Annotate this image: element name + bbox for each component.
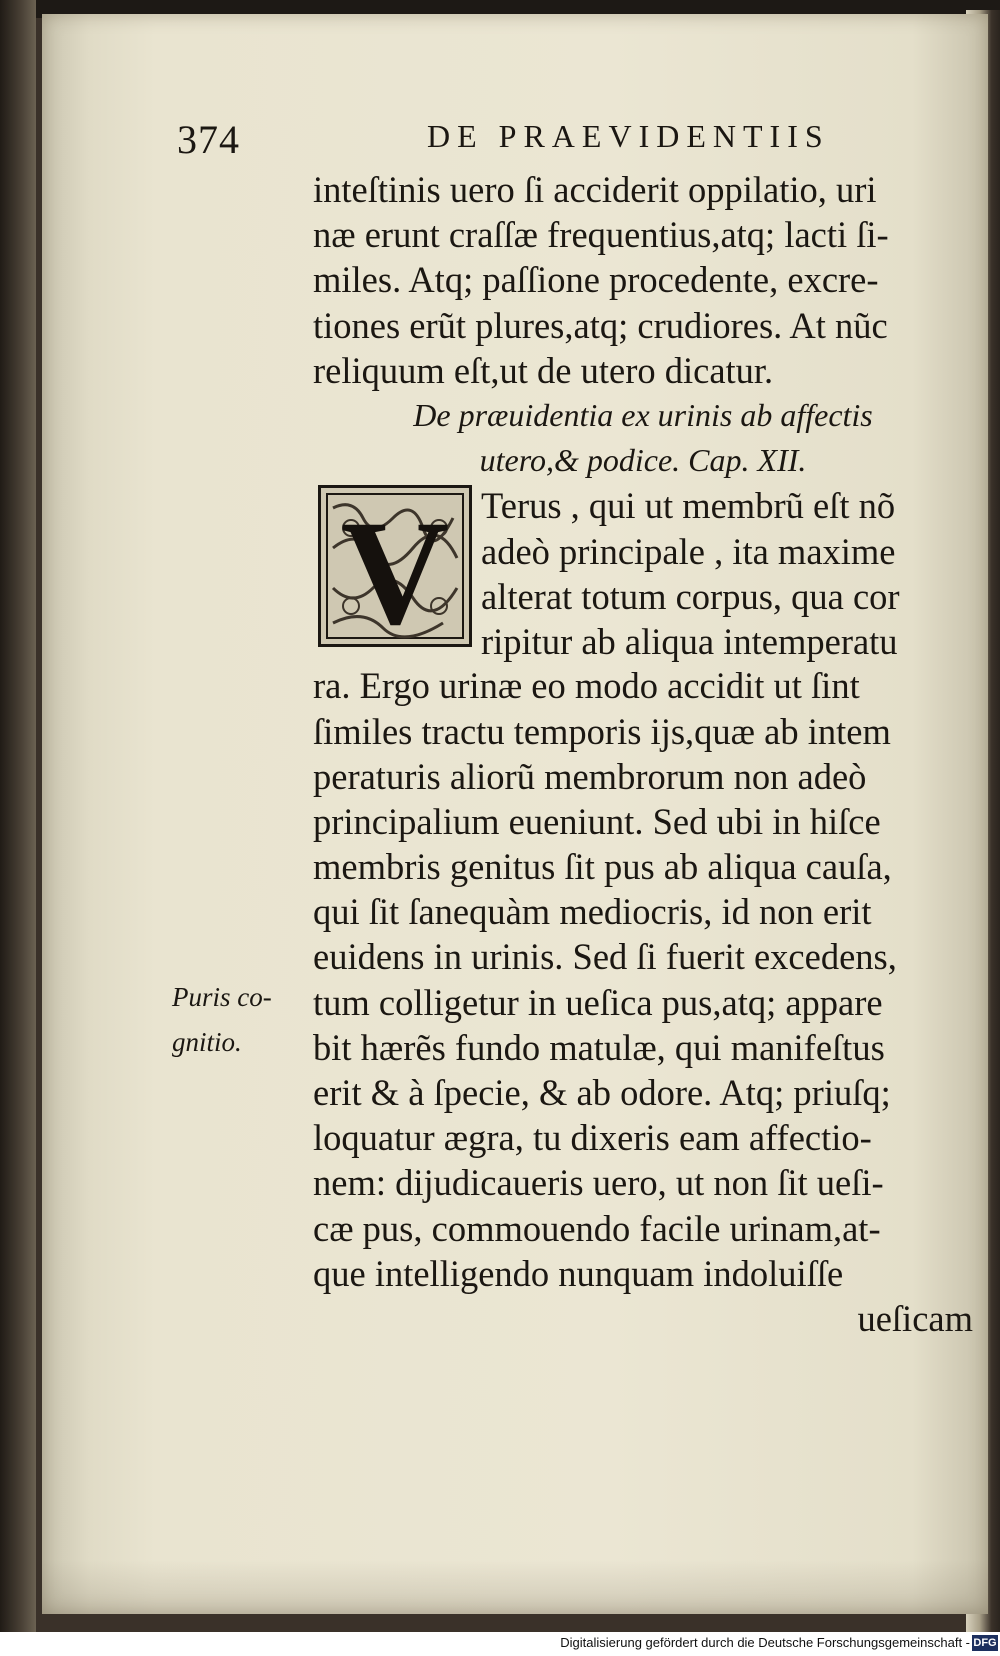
text-line: inteſtinis uero ſi acciderit oppilatio, uri [313, 169, 877, 210]
text-line: miles. Atq; paſſione procedente, excre- [313, 259, 879, 301]
text-line: reliquum eſt,ut de utero dicatur. [313, 349, 774, 391]
text-line: erit & à ſpecie, & ab odore. Atq; priuſq; [313, 1072, 891, 1113]
footer-credit: Digitalisierung gefördert durch die Deutsche Forschungsgemeinschaft - [560, 1635, 970, 1650]
page-header [177, 116, 967, 166]
catchword: ueſicam [857, 1297, 973, 1339]
text-line: bit hærẽs fundo matulæ, qui manifeſtus [313, 1026, 885, 1068]
main-text-block [313, 167, 973, 1341]
book-binding [0, 0, 36, 1632]
text-line: adeò principale , ita maxime [481, 530, 896, 572]
text-line: alterat totum corpus, qua cor [481, 575, 900, 617]
page-number: 374 [177, 117, 240, 162]
text-line: cæ pus, commouendo facile urinam,at- [313, 1207, 881, 1249]
chapter-heading-line: utero,& podice. Cap. XII. [479, 442, 807, 479]
margin-note-line: Puris co- [172, 982, 272, 1012]
text-line: principalium eueniunt. Sed ubi in hiſce [313, 800, 881, 842]
text-line: peraturis aliorũ membrorum non adeò [313, 755, 867, 797]
text-line: nem: dijudicaueris uero, ut non ſit ueſi- [313, 1162, 884, 1204]
margin-note [172, 975, 302, 1065]
dropcap-paragraph [313, 483, 973, 663]
text-line: membris genitus ſit pus ab aliqua cauſa, [313, 846, 892, 888]
text-line: qui ſit ſanequàm mediocris, id non erit [313, 891, 872, 933]
digitization-footer [0, 1632, 1000, 1656]
chapter-heading-line: De præuidentia ex urinis ab affectis [413, 396, 873, 433]
text-line: ripitur ab aliqua intemperatu [481, 620, 898, 662]
text-line: næ erunt craſſæ frequentius,atq; lacti ſi- [313, 214, 889, 256]
text-line: tum colligetur in ueſica pus,atq; appare [313, 981, 883, 1023]
text-line: loquatur ægra, tu dixeris eam affectio- [313, 1117, 872, 1159]
text-line: tiones erũt plures,atq; crudiores. At nũc [313, 304, 888, 346]
text-line: ra. Ergo urinæ eo modo accidit ut ſint [313, 665, 860, 707]
margin-note-line: gnitio. [172, 1027, 242, 1057]
running-head: DE PRAEVIDENTIIS [427, 118, 830, 154]
dfg-logo-icon: DFG [973, 1637, 997, 1649]
page-bottom-shadow [42, 1560, 988, 1614]
decorated-initial [318, 485, 472, 657]
text-line: euidens in urinis. Sed ſi fuerit excedens, [313, 936, 897, 978]
dropcap-letter: V [340, 490, 450, 657]
text-line: Terus , qui ut membrũ eſt nõ [481, 485, 896, 527]
text-line: ſimiles tractu temporis ijs,quæ ab intem [313, 710, 891, 752]
text-line: que intelligendo nunquam indoluiſſe [313, 1252, 844, 1294]
